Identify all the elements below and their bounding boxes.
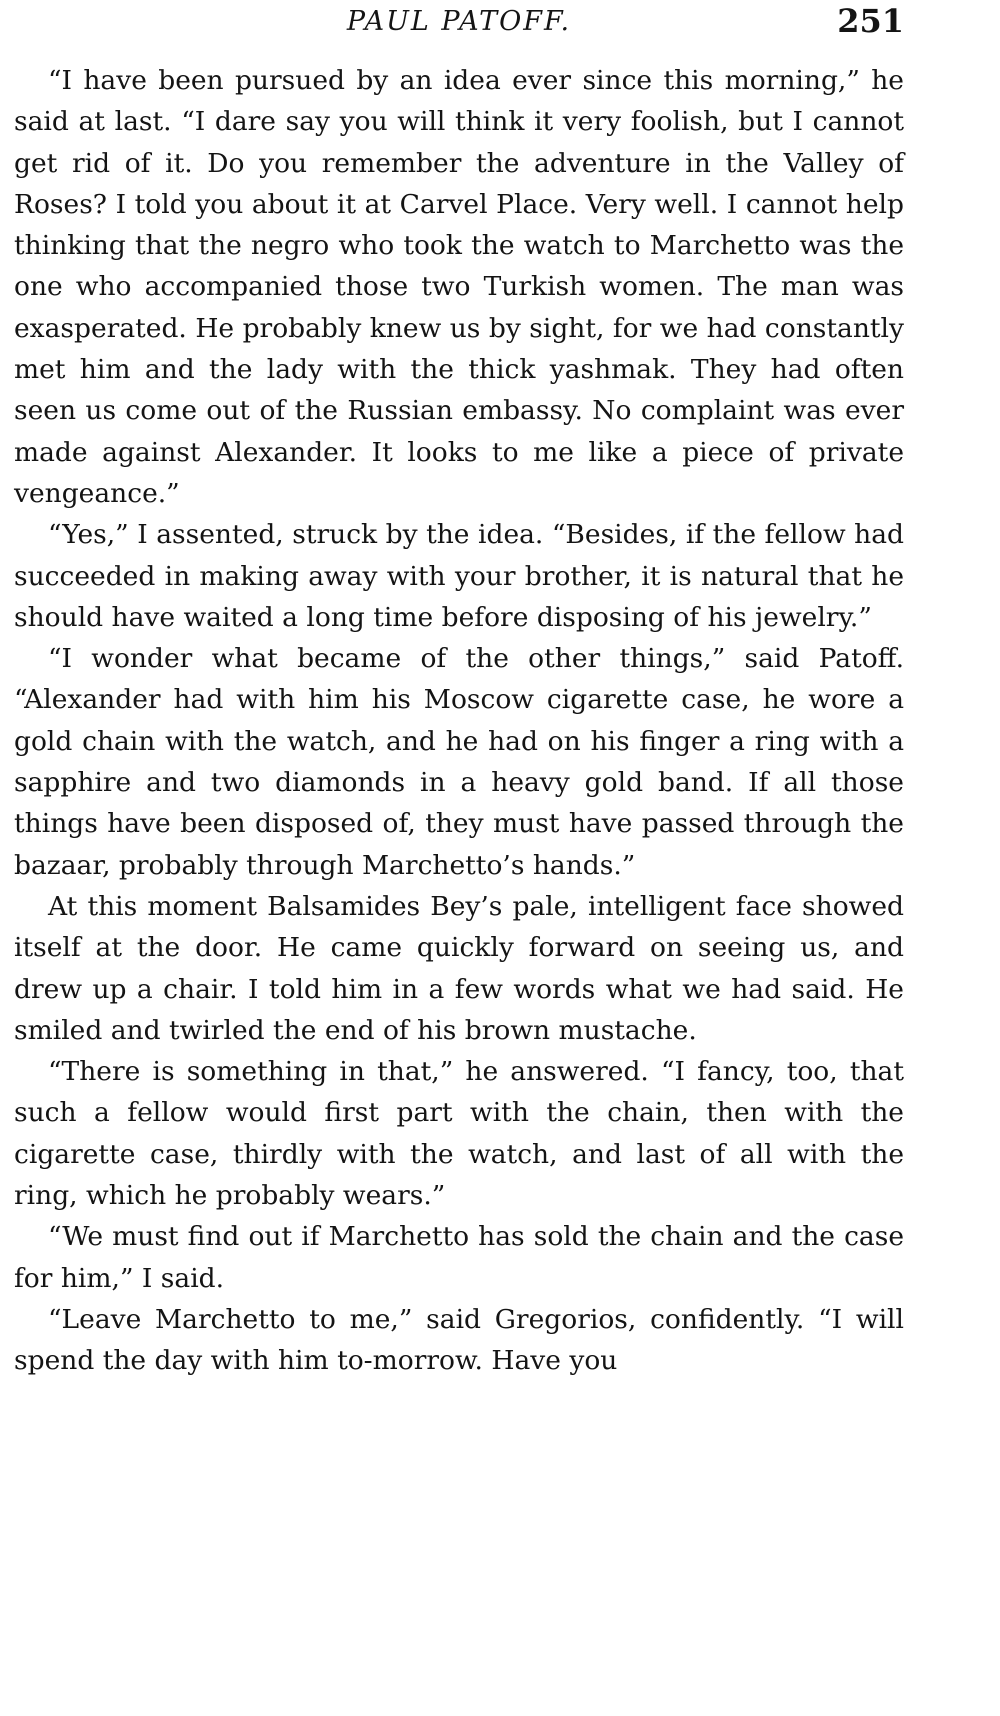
- paragraph: “There is something in that,” he answered. “I fancy, too, that such a fellow would first part with the chain, then with the cigarette case, thirdly with the watch, and last of all with the ring, which he probably wears.”: [14, 1056, 904, 1212]
- book-page: [14, 0, 904, 1716]
- paragraph: “Yes,” I assented, struck by the idea. “Besides, if the fellow had succeeded in making away with your brother, it is natural that he should have waited a long time before disposing of his jewelry.”: [14, 519, 904, 633]
- body-text: [14, 60, 904, 1382]
- paragraph: “I wonder what became of the other things,” said Patoff. “Alexander had with him his Moscow cigarette case, he wore a gold chain with the watch, and he had on his finger a ring with a sapphire and two diamonds in a heavy gold band. If all those things have been disposed of, they must have passed through the bazaar, probably through Marchetto’s hands.”: [14, 643, 904, 881]
- paragraph: “Leave Marchetto to me,” said Gregorios, confidently. “I will spend the day with him to-morrow. Have you: [14, 1303, 904, 1377]
- running-head: [14, 0, 904, 60]
- paragraph: “I have been pursued by an idea ever since this morning,” he said at last. “I dare say you will think it very foolish, but I cannot get rid of it. Do you remember the adventure in the Valley of Roses? I told you about it at Carvel Place. Very well. I cannot help thinking that the negro who took the watch to Marchetto was the one who accompanied those two Turkish women. The man was exasperated. He probably knew us by sight, for we had constantly met him and the lady with the thick yashmak. They had often seen us come out of the Russian embassy. No complaint was ever made against Alexander. It looks to me like a piece of private vengeance.”: [14, 65, 904, 509]
- running-title: PAUL PATOFF.: [346, 6, 572, 37]
- paragraph: “We must find out if Marchetto has sold the chain and the case for him,” I said.: [14, 1221, 904, 1294]
- page-number: 251: [837, 2, 904, 40]
- paragraph: At this moment Balsamides Bey’s pale, intelligent face showed itself at the door. He came quickly forward on seeing us, and drew up a chair. I told him in a few words what we had said. He smiled and twirled the end of his brown mustache.: [14, 890, 904, 1046]
